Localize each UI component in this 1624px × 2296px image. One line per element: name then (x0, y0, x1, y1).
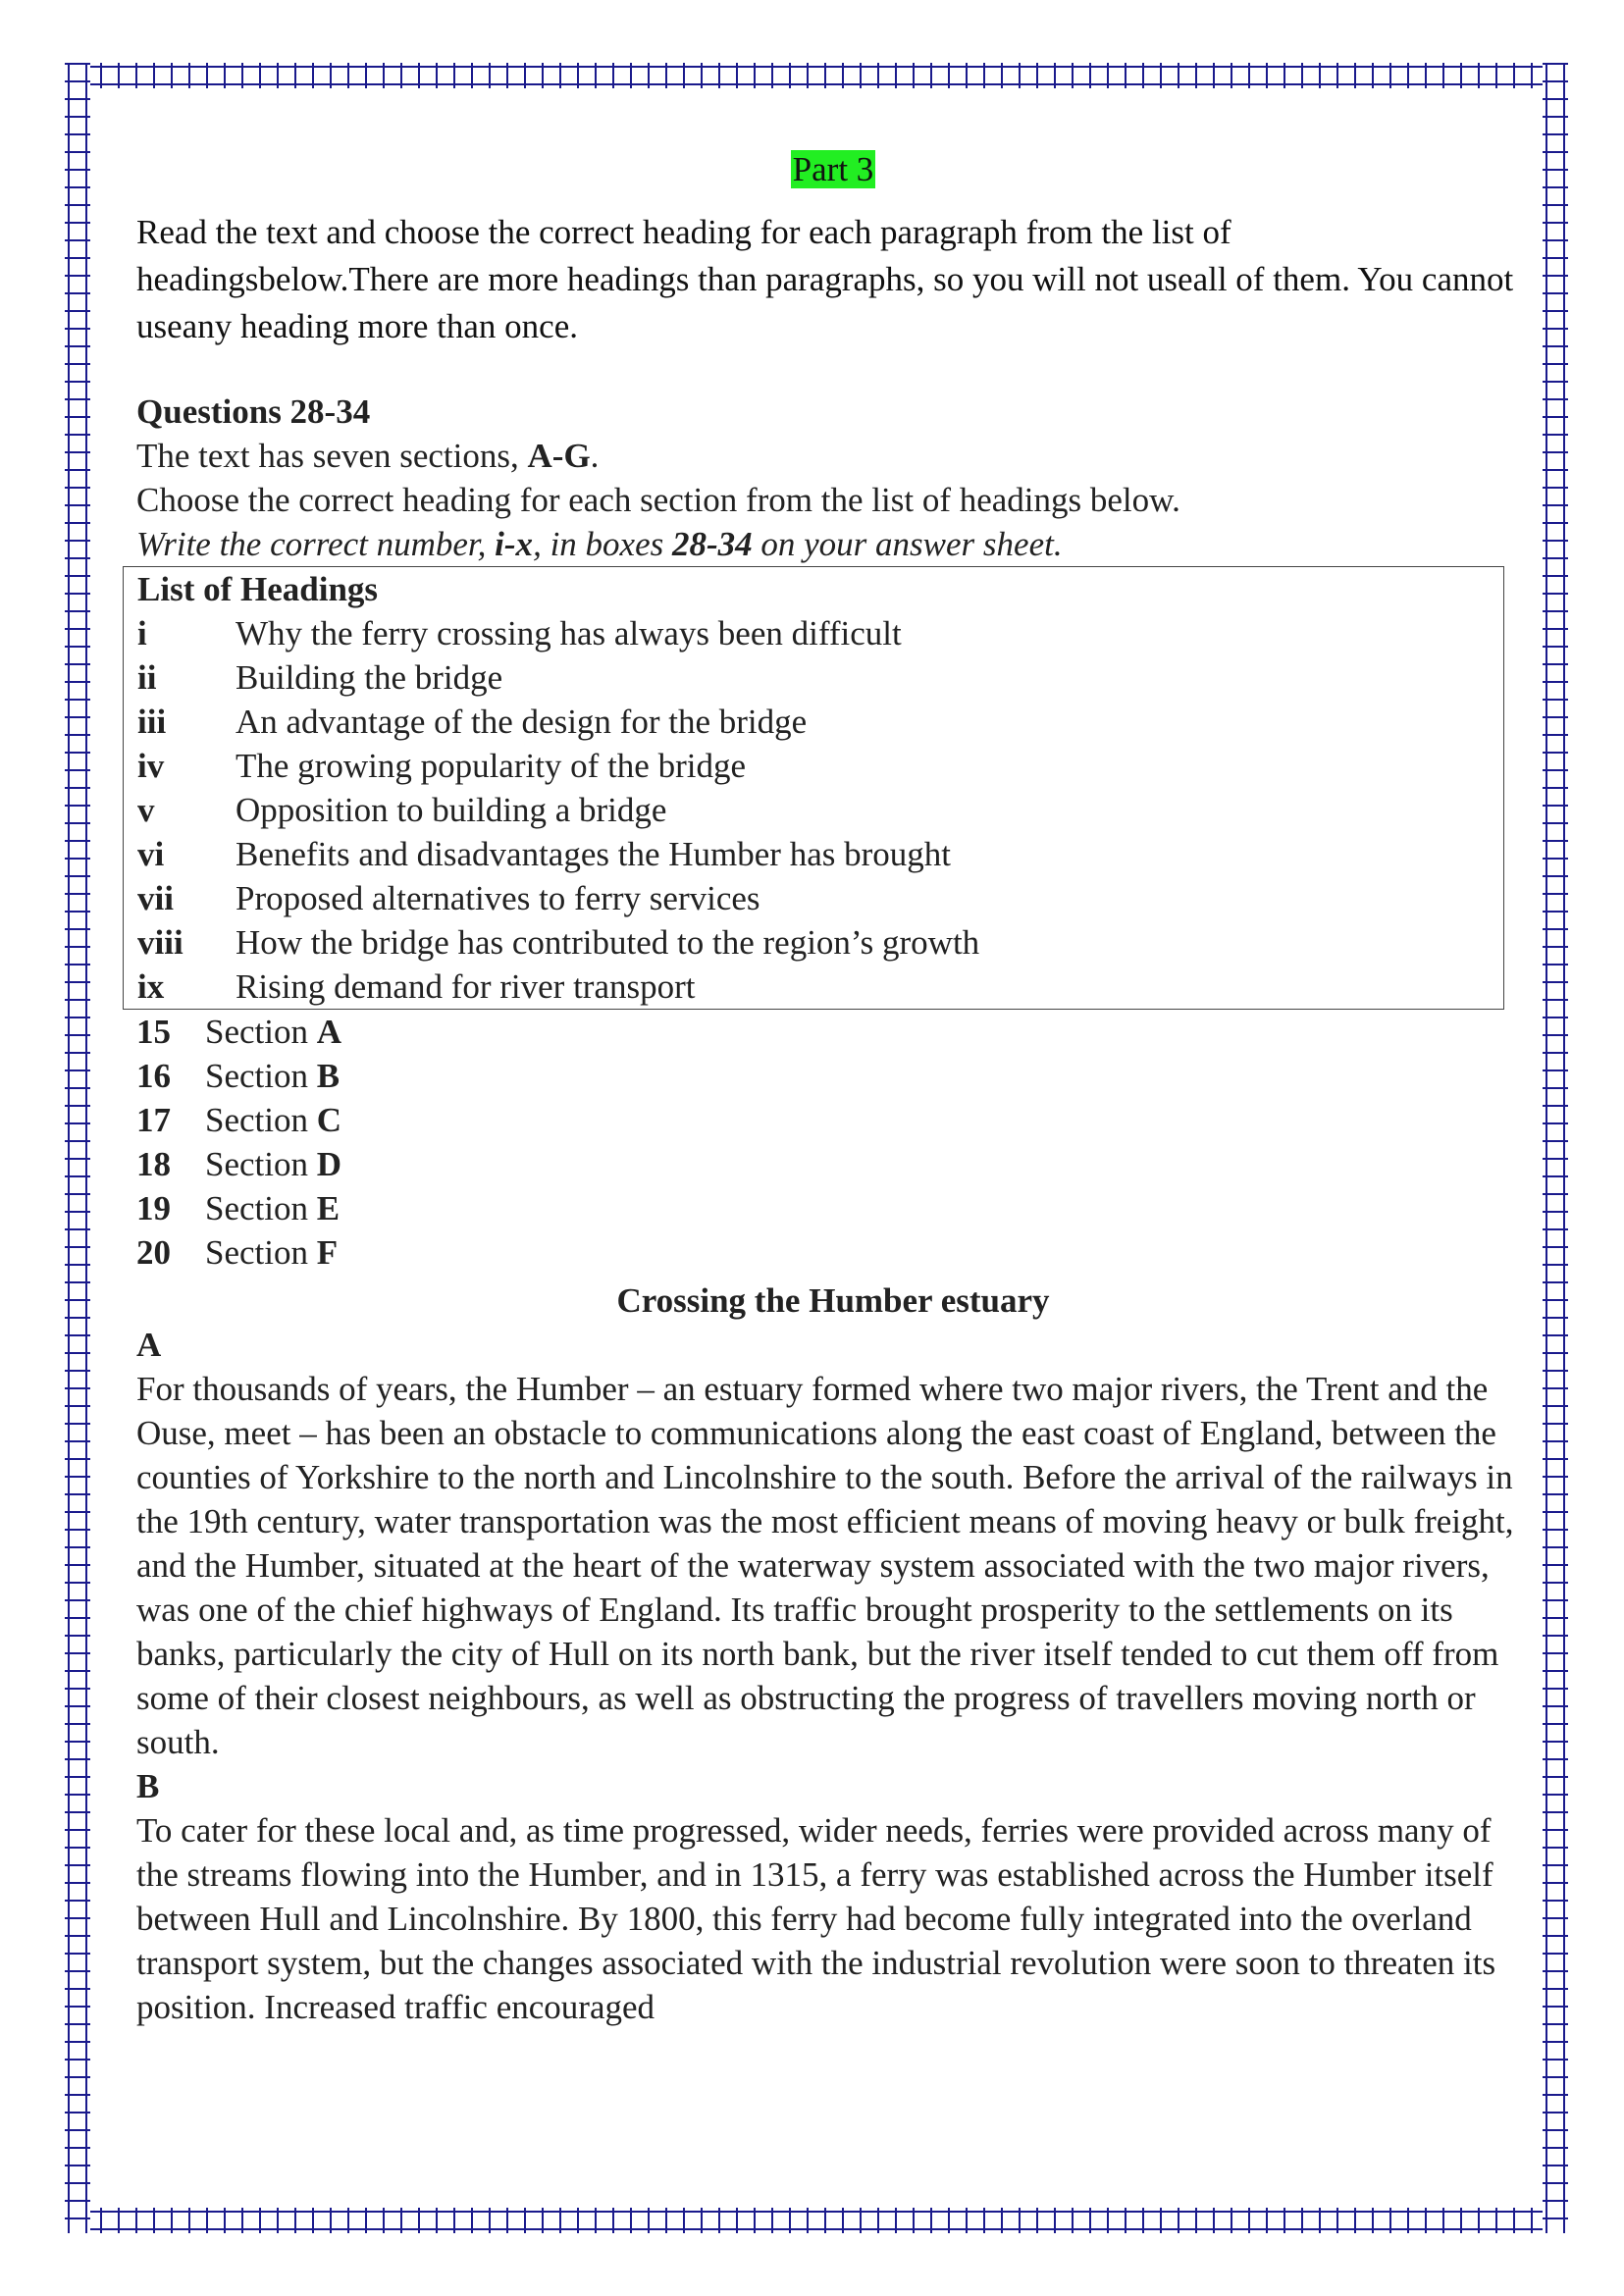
part-label: Part 3 (792, 150, 874, 188)
heading-number: i (137, 614, 147, 652)
headings-title: List of Headings (137, 570, 379, 608)
page-border-right (1543, 63, 1568, 2233)
section-item: 16 Section B (136, 1057, 341, 1095)
heading-text: Why the ferry crossing has always been difficult (236, 614, 902, 652)
part-heading (136, 147, 1530, 191)
instructions: Read the text and choose the correct heading for each paragraph from the list of headingsbelow.There are more headings than paragraphs, so you will not useall of them. You cannot useany heading more than once. (136, 213, 1514, 345)
document-body (136, 147, 1530, 2029)
section-item: 18 Section D (136, 1145, 342, 1183)
heading-number: vii (137, 879, 174, 917)
questions-line-3: Write the correct number, i-x, in boxes 28-34 on your answer sheet. (136, 525, 1063, 563)
section-item: 15 Section A (136, 1013, 342, 1051)
page-border-left (65, 63, 90, 2233)
questions-title: Questions 28-34 (136, 392, 371, 431)
heading-item (137, 920, 1503, 965)
heading-item (137, 744, 1503, 788)
heading-number: iii (137, 703, 167, 741)
section-item: 19 Section E (136, 1189, 341, 1227)
paragraph-letter: A (136, 1326, 162, 1364)
heading-text: How the bridge has contributed to the region’s growth (236, 923, 980, 962)
heading-number: viii (137, 923, 183, 962)
heading-text: The growing popularity of the bridge (236, 747, 747, 785)
heading-text: Benefits and disadvantages the Humber has brought (236, 835, 951, 873)
headings-box (123, 566, 1504, 1010)
questions-line-1: The text has seven sections, A-G. (136, 437, 600, 475)
heading-item (137, 700, 1503, 744)
page-border-top (65, 63, 1568, 88)
section-list (136, 1010, 1530, 1275)
heading-item (137, 655, 1503, 700)
section-item: 17 Section C (136, 1101, 342, 1139)
heading-text: Building the bridge (236, 658, 503, 697)
heading-text: Proposed alternatives to ferry services (236, 879, 760, 917)
heading-item (137, 832, 1503, 876)
section-item: 20 Section F (136, 1233, 339, 1272)
paragraph-text: For thousands of years, the Humber – an estuary formed where two major rivers, the Trent and the Ouse, meet – has been an obstacle to communications along the east coast of England, between the counties of Yorkshire to the north and Lincolnshire to the south. Before the arrival of the railways in the 19th century, water transportation was the most efficient means of moving heavy or bulk freight, and the Humber, situated at the heart of the waterway system associated with the two major rivers, was one of the chief highways of England. Its traffic brought prosperity to the settlements on its banks, particularly the city of Hull on its north bank, but the river itself tended to cut them off from some of their closest neighbours, as well as obstructing the progress of travellers moving north or south. (136, 1370, 1514, 1761)
heading-number: ix (137, 967, 165, 1006)
heading-text: Opposition to building a bridge (236, 791, 667, 829)
heading-number: v (137, 791, 155, 829)
heading-text: An advantage of the design for the bridge (236, 703, 808, 741)
questions-line-2: Choose the correct heading for each section from the list of headings below. (136, 481, 1180, 519)
heading-item (137, 876, 1503, 920)
heading-number: ii (137, 658, 157, 697)
heading-item (137, 788, 1503, 832)
heading-item (137, 611, 1503, 655)
article-title: Crossing the Humber estuary (616, 1281, 1050, 1320)
heading-item (137, 965, 1503, 1009)
page-border-bottom (65, 2208, 1568, 2233)
heading-number: iv (137, 747, 165, 785)
paragraph-letter: B (136, 1767, 160, 1805)
heading-text: Rising demand for river transport (236, 967, 696, 1006)
paragraph-text: To cater for these local and, as time progressed, wider needs, ferries were provided across many of the streams flowing into the Humber, and in 1315, a ferry was established across the Humber itself between Hull and Lincolnshire. By 1800, this ferry had become fully integrated into the overland transport system, but the changes associated with the industrial revolution were soon to threaten its position. Increased traffic encouraged (136, 1811, 1496, 2026)
heading-number: vi (137, 835, 165, 873)
